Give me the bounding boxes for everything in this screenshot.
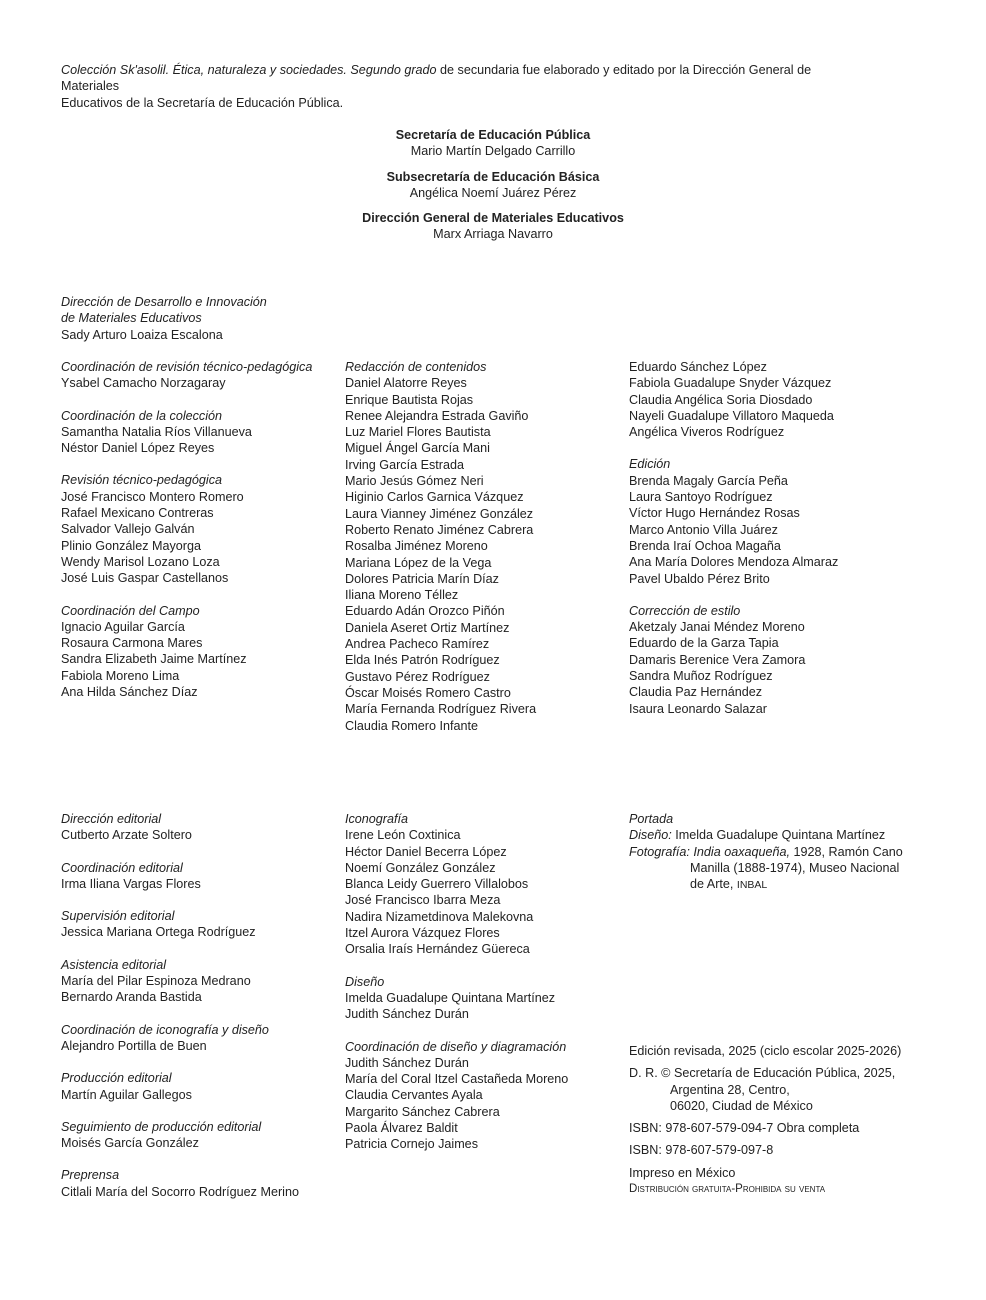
credit-name: Luz Mariel Flores Bautista (345, 425, 491, 440)
copyright-line2: Argentina 28, Centro, (670, 1082, 790, 1097)
credit-name: Dolores Patricia Marín Díaz (345, 571, 499, 586)
credit-title: Revisión técnico-pedagógica (61, 473, 223, 488)
credit-name: Laura Santoyo Rodríguez (629, 490, 773, 505)
credits-column-5 (345, 811, 625, 1169)
credit-block (61, 1119, 341, 1152)
credit-name: Brenda Magaly García Peña (629, 473, 788, 488)
credit-name: José Luis Gaspar Castellanos (61, 571, 229, 586)
credit-name: Nayeli Guadalupe Villatoro Maqueda (629, 408, 834, 423)
credit-name: Samantha Natalia Ríos Villanueva (61, 424, 252, 439)
credit-name: Higinio Carlos Garnica Vázquez (345, 490, 524, 505)
credit-name: Aketzaly Janai Méndez Moreno (629, 620, 805, 635)
credit-name: Claudia Cervantes Ayala (345, 1088, 483, 1103)
credit-name: Marco Antonio Villa Juárez (629, 522, 778, 537)
credit-title: Coordinación de revisión técnico-pedagógica (61, 360, 313, 374)
cover-photo-line3 (629, 876, 949, 893)
credit-block (345, 1039, 625, 1153)
official-name: Angélica Noemí Juárez Pérez (409, 185, 577, 200)
credit-names (345, 375, 625, 734)
credit-names (345, 1055, 625, 1153)
credit-name: Jessica Mariana Ortega Rodríguez (61, 925, 256, 940)
credit-name: Irving García Estrada (345, 457, 464, 472)
credit-name: Eduardo Adán Orozco Piñón (345, 604, 505, 619)
credit-name: Blanca Leidy Guerrero Villalobos (345, 877, 529, 892)
printed-in: Impreso en México (629, 1165, 736, 1180)
credit-block (61, 1070, 341, 1103)
credit-title: Coordinación de iconografía y diseño (61, 1022, 269, 1037)
credit-names (629, 359, 909, 440)
credit-title: Dirección de Desarrollo e Innovación (61, 295, 267, 309)
credit-names (61, 827, 341, 843)
officials-block (0, 127, 986, 252)
isbn-volume: ISBN: 978-607-579-097-8 (629, 1143, 774, 1158)
colophon (629, 1043, 949, 1197)
cover-photo-institution: INBAL (736, 879, 768, 892)
credit-name: Eduardo de la Garza Tapia (629, 636, 779, 651)
edition-line: Edición revisada, 2025 (ciclo escolar 2025-2026) (629, 1044, 902, 1058)
credit-name: Orsalia Iraís Hernández Güereca (345, 942, 530, 957)
intro-paragraph (61, 62, 861, 111)
credit-name: Plinio González Mayorga (61, 538, 202, 553)
intro-text-line2: Educativos de la Secretaría de Educación Pública. (61, 95, 344, 110)
credit-block (629, 456, 909, 586)
credit-block (61, 1022, 341, 1055)
credit-name: Mariana López de la Vega (345, 555, 492, 570)
credit-title: Redacción de contenidos (345, 360, 487, 374)
credit-name: Cutberto Arzate Soltero (61, 828, 192, 843)
credit-name: Angélica Viveros Rodríguez (629, 425, 785, 440)
credit-name: Gustavo Pérez Rodríguez (345, 669, 490, 684)
credit-block (61, 908, 341, 941)
credit-name: Sady Arturo Loaiza Escalona (61, 327, 223, 342)
credit-name: Ysabel Camacho Norzagaray (61, 376, 226, 391)
credit-name: Claudia Angélica Soria Diosdado (629, 392, 813, 407)
credit-names (61, 1184, 341, 1200)
cover-photo-label: Fotografía: India oaxaqueña, (629, 844, 791, 859)
intro-text: de secundaria fue elaborado y editado por la Dirección General de Materiales (61, 63, 812, 94)
credit-name: Salvador Vallejo Galván (61, 522, 195, 537)
credit-name: Ana María Dolores Mendoza Almaraz (629, 555, 839, 570)
credit-name: Rosaura Carmona Mares (61, 636, 203, 651)
credits-column-1 (61, 359, 341, 716)
credit-name: Nadira Nizametdinova Malekovna (345, 909, 534, 924)
credit-block-ddime (61, 294, 341, 359)
credit-name: Wendy Marisol Lozano Loza (61, 554, 220, 569)
official-org: Subsecretaría de Educación Básica (386, 169, 600, 184)
credit-name: Claudia Paz Hernández (629, 685, 763, 700)
credits-column-2 (345, 359, 625, 750)
credit-name: Sandra Muñoz Rodríguez (629, 669, 773, 684)
credit-name: Ana Hilda Sánchez Díaz (61, 685, 198, 700)
credit-name: Daniela Aseret Ortiz Martínez (345, 620, 510, 635)
credit-title: Edición (629, 457, 671, 472)
credit-name: Irma Iliana Vargas Flores (61, 876, 201, 891)
credit-names (629, 473, 909, 587)
credit-name: Margarito Sánchez Cabrera (345, 1104, 500, 1119)
credit-name: Isaura Leonardo Salazar (629, 701, 767, 716)
credit-names (629, 619, 909, 717)
credit-block (345, 359, 625, 734)
credit-name: Damaris Berenice Vera Zamora (629, 652, 806, 667)
credit-title: Iconografía (345, 812, 409, 826)
credit-name: María del Pilar Espinoza Medrano (61, 974, 251, 989)
credit-block (61, 957, 341, 1006)
free-distribution-notice: Distribución gratuita-Prohibida su venta (629, 1183, 826, 1196)
credit-title: Coordinación del Campo (61, 603, 200, 618)
credit-block (629, 603, 909, 717)
cover-design (629, 827, 949, 843)
credit-title: de Materiales Educativos (61, 311, 202, 326)
credit-name: Sandra Elizabeth Jaime Martínez (61, 652, 247, 667)
credit-title: Coordinación de la colección (61, 408, 223, 423)
credit-name: Fabiola Guadalupe Snyder Vázquez (629, 376, 832, 391)
official-name: Mario Martín Delgado Carrillo (410, 144, 576, 159)
official-seb (0, 169, 986, 202)
credit-name: Imelda Guadalupe Quintana Martínez (345, 990, 556, 1005)
credit-name: María Fernanda Rodríguez Rivera (345, 702, 537, 717)
credit-names (61, 1038, 341, 1054)
credit-name: Bernardo Aranda Bastida (61, 990, 202, 1005)
credit-names (61, 375, 341, 391)
official-org: Dirección General de Materiales Educativos (362, 211, 624, 226)
credit-name: Eduardo Sánchez López (629, 360, 767, 374)
copyright-line1: D. R. © Secretaría de Educación Pública, 2025, (629, 1066, 896, 1081)
credit-name: Enrique Bautista Rojas (345, 392, 474, 407)
credit-names (61, 876, 341, 892)
credit-block (345, 811, 625, 958)
cover-photo-value: 1928, Ramón Cano (790, 844, 903, 859)
credit-name: Rafael Mexicano Contreras (61, 506, 214, 521)
credit-names (61, 489, 341, 587)
isbn-complete: ISBN: 978-607-579-094-7 Obra completa (629, 1121, 860, 1136)
credit-names (61, 424, 341, 457)
credit-title: Dirección editorial (61, 812, 162, 826)
credit-title: Asistencia editorial (61, 957, 166, 972)
credit-name: Víctor Hugo Hernández Rosas (629, 506, 800, 521)
credit-title: Coordinación de diseño y diagramación (345, 1039, 567, 1054)
credits-column-4 (61, 811, 341, 1216)
credit-name: José Francisco Ibarra Meza (345, 893, 501, 908)
credit-names (61, 1135, 341, 1151)
credit-name: Alejandro Portilla de Buen (61, 1038, 207, 1053)
credit-name: Renee Alejandra Estrada Gaviño (345, 408, 529, 423)
credit-names (61, 973, 341, 1006)
cover-design-value: Imelda Guadalupe Quintana Martínez (671, 828, 886, 843)
credit-name: Ignacio Aguilar García (61, 619, 185, 634)
credit-name: Martín Aguilar Gallegos (61, 1087, 192, 1102)
credit-name: Andrea Pacheco Ramírez (345, 637, 490, 652)
credit-title: Supervisión editorial (61, 909, 175, 924)
credit-name: Paola Álvarez Baldit (345, 1121, 458, 1136)
cover-design-label: Diseño: (629, 828, 672, 843)
credit-name: Óscar Moisés Romero Castro (345, 685, 511, 700)
credit-name: Fabiola Moreno Lima (61, 668, 180, 683)
credit-title: Producción editorial (61, 1071, 172, 1086)
credit-name: Irene León Coxtinica (345, 828, 461, 843)
credit-block-continued (629, 359, 909, 440)
credit-name: María del Coral Itzel Castañeda Moreno (345, 1072, 569, 1087)
credit-name: Iliana Moreno Téllez (345, 588, 459, 603)
credit-name: Judith Sánchez Durán (345, 1007, 469, 1022)
credit-name: Brenda Iraí Ochoa Magaña (629, 538, 781, 553)
cover-title: Portada (629, 812, 674, 826)
credit-title: Preprensa (61, 1168, 120, 1183)
official-dgme (0, 210, 986, 243)
credit-name: Citlali María del Socorro Rodríguez Merino (61, 1184, 299, 1199)
credits-column-3 (629, 359, 909, 733)
credit-name: José Francisco Montero Romero (61, 489, 244, 504)
credit-block (61, 603, 341, 701)
credit-name: Pavel Ubaldo Pérez Brito (629, 571, 770, 586)
credit-name: Rosalba Jiménez Moreno (345, 539, 488, 554)
credit-name: Judith Sánchez Durán (345, 1055, 469, 1070)
credit-name: Roberto Renato Jiménez Cabrera (345, 522, 534, 537)
credit-name: Daniel Alatorre Reyes (345, 376, 467, 391)
credit-names (61, 1087, 341, 1103)
credit-block (61, 359, 341, 392)
copyright-line3: 06020, Ciudad de México (670, 1098, 813, 1113)
credit-names (345, 990, 625, 1023)
credit-name: Itzel Aurora Vázquez Flores (345, 926, 500, 941)
credit-name: Patricia Cornejo Jaimes (345, 1137, 478, 1152)
credit-block (61, 408, 341, 457)
credit-block (61, 811, 341, 844)
official-org: Secretaría de Educación Pública (395, 128, 591, 142)
cover-credits (629, 811, 949, 893)
credit-title: Diseño (345, 974, 385, 989)
credit-block (61, 860, 341, 893)
credit-names (61, 924, 341, 940)
credit-name: Claudia Romero Infante (345, 718, 479, 733)
credit-name: Mario Jesús Gómez Neri (345, 474, 484, 489)
credit-block (61, 1167, 341, 1200)
credit-name: Moisés García González (61, 1136, 199, 1151)
credit-names (61, 619, 341, 700)
credit-block (61, 472, 341, 586)
intro-title: Colección Sk'asolil. Ética, naturaleza y sociedades. Segundo grado (61, 63, 437, 77)
credit-name: Laura Vianney Jiménez González (345, 506, 534, 521)
credit-names (345, 827, 625, 957)
credit-name: Héctor Daniel Becerra López (345, 844, 507, 859)
credit-name: Néstor Daniel López Reyes (61, 441, 215, 456)
credit-name: Elda Inés Patrón Rodríguez (345, 653, 500, 668)
credit-name: Noemí González González (345, 860, 496, 875)
credit-title: Seguimiento de producción editorial (61, 1119, 262, 1134)
credit-title: Coordinación editorial (61, 860, 183, 875)
official-sep (0, 127, 986, 160)
cover-photo-line2: Manilla (1888-1974), Museo Nacional (690, 860, 900, 875)
cover-photo (629, 844, 949, 860)
cover-photo-museum: de Arte, (690, 877, 737, 892)
credit-block (345, 974, 625, 1023)
official-name: Marx Arriaga Navarro (433, 227, 553, 242)
credit-name: Miguel Ángel García Mani (345, 441, 490, 456)
credit-title: Corrección de estilo (629, 603, 741, 618)
